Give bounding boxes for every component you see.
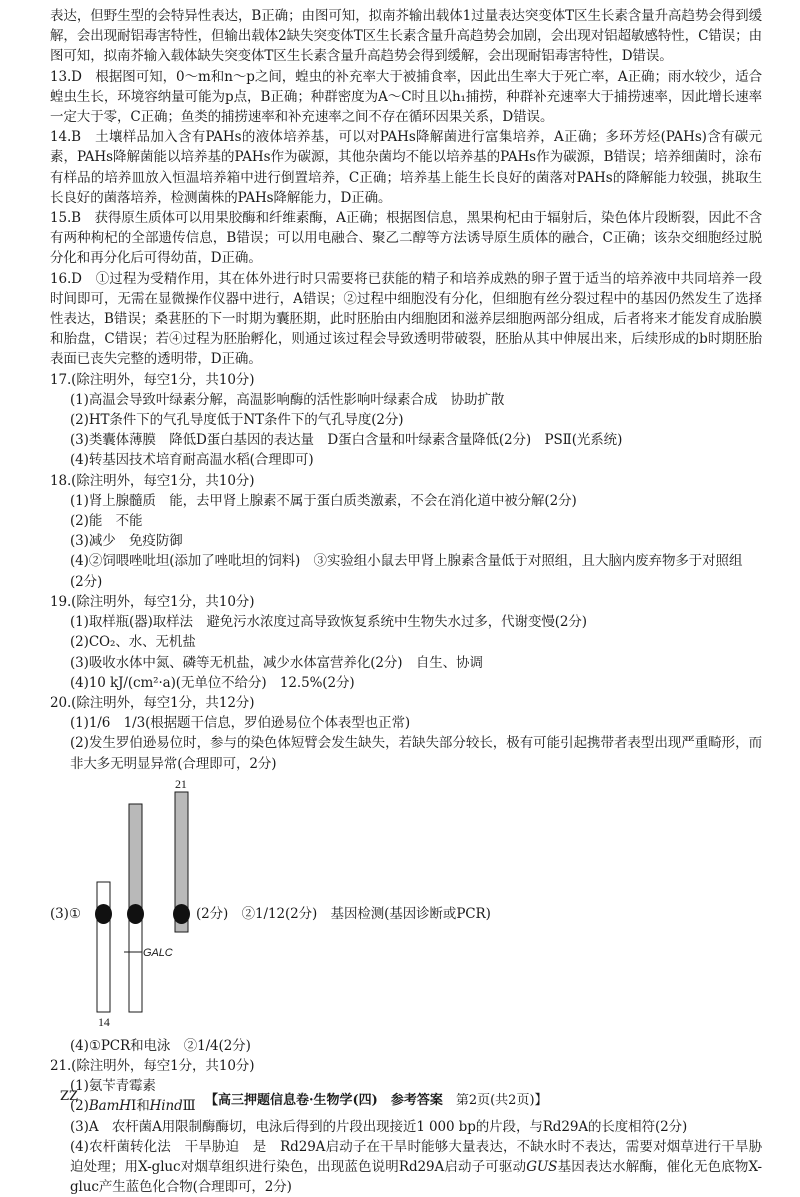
answer-21-part-1: (1)氨苄青霉素 xyxy=(70,1078,156,1095)
answer-20-part-3-tail: (2分) ②1/12(2分) 基因检测(基因诊断或PCR) xyxy=(196,905,491,922)
answer-18-part-1: (1)肾上腺髓质 能，去甲肾上腺素不属于蛋白质类激素，不会在消化道中被分解(2分) xyxy=(70,492,577,509)
label-chromosome-21: 21 xyxy=(175,776,187,791)
answer-21-part-2-prefix: (2) xyxy=(70,1098,89,1115)
answer-17-header: 17.(除注明外，每空1分，共10分) xyxy=(50,371,255,388)
centromere-middle xyxy=(127,904,144,924)
footer-page-number: 第2页(共2页)】 xyxy=(455,1093,548,1108)
answer-21-part-4-text-a: (4)农杆菌转化法 干旱胁迫 是 Rd29A启动子在干旱时能够大量表达，不缺水时不表达，需要对烟草进行干旱胁迫处理；用X-gluc对烟草组织进行染色，出现蓝色说明Rd29A启动子可驱动 xyxy=(70,1138,762,1175)
continued-explanation: 表达，但野生型的会特异性表达，B正确；由图可知，拟南芥输出载体1过量表达突变体T区生长素含量升高趋势会得到缓解，会出现耐铝毒害特性，但输出载体2缺失突变体T区生长素含量升高趋势会加剧，会出现对铝超敏感特性，C错误；由图可知，拟南芥输入载体缺失突变体T区生长素含量升高趋势会得到缓解，会出现耐铝毒害特性，D错误。 xyxy=(50,8,762,65)
answer-15: 15.B 获得原生质体可以用果胶酶和纤维素酶，A正确；根据图信息，黑果枸杞由于辐射后，染色体片段断裂，因此不含有两种枸杞的全部遗传信息，B错误；可以用电融合、聚乙二醇等方法诱导原生质体的融合，C正确；该杂交细胞经过脱分化和再分化后可得幼苗，D正确。 xyxy=(50,210,762,267)
chromosome-21-arm-middle xyxy=(129,804,142,910)
answer-18-part-3: (3)减少 免疫防御 xyxy=(70,533,183,550)
answer-21-part-3: (3)A 农杆菌A用限制酶酶切，电泳后得到的片段出现接近1 000 bp的片段，与Rd29A的长度相符(2分) xyxy=(70,1118,688,1135)
answer-21-part-2-mid: Ⅰ和 xyxy=(130,1098,150,1115)
label-chromosome-14: 14 xyxy=(98,1014,110,1029)
answer-20-part-4: (4)①PCR和电泳 ②1/4(2分) xyxy=(70,1037,251,1054)
answer-13: 13.D 根据图可知，0～m和n～p之间，蝗虫的补充率大于被捕食率，因此出生率大于死亡率，A正确；雨水较少，适合蝗虫生长，环境容纳量可能为p点，B正确；种群密度为A～C时且以h₁捕捞，种群补充速率大于捕捞速率，因此增长速率一定大于零，C正确；鱼类的捕捞速率和补充速率之间不存在循环因果关系，D错误。 xyxy=(50,68,762,126)
chromosome-14-arm-middle xyxy=(129,910,142,1012)
footer-title xyxy=(205,1089,548,1108)
answer-21-part-4 xyxy=(50,1137,762,1197)
answer-18-header: 18.(除注明外，每空1分，共10分) xyxy=(50,472,255,489)
answer-19-header: 19.(除注明外，每空1分，共10分) xyxy=(50,593,255,610)
answer-20-header: 20.(除注明外，每空1分，共12分) xyxy=(50,694,255,711)
footer-title-text: 【高三押题信息卷·生物学(四) 参考答案 xyxy=(205,1093,443,1108)
centromere-right xyxy=(173,904,190,924)
answer-19-part-1: (1)取样瓶(器)取样法 避免污水浓度过高导致恢复系统中生物失水过多，代谢变慢(2分) xyxy=(70,614,587,631)
gene-gus: GUS xyxy=(526,1158,558,1175)
chromosome-figure-row xyxy=(50,774,762,1036)
answer-17-part-2: (2)HT条件下的气孔导度低于NT条件下的气孔导度(2分) xyxy=(70,412,404,429)
answer-21-header: 21.(除注明外，每空1分，共10分) xyxy=(50,1057,255,1074)
enzyme-bamh: BamH xyxy=(88,1098,131,1115)
answer-20-part-2: (2)发生罗伯逊易位时，参与的染色体短臂会发生缺失，若缺失部分较长，极有可能引起携带者表型出现严重畸形，而非大多无明显异常(合理即可，2分) xyxy=(70,735,762,772)
footer-code: ZZ xyxy=(60,1089,79,1104)
answer-18-part-4: (4)②饲喂唑吡坦(添加了唑吡坦的饲料) ③实验组小鼠去甲肾上腺素含量低于对照组，且大脑内废弃物多于对照组 xyxy=(70,553,743,570)
enzyme-hind: Hind xyxy=(149,1098,183,1115)
answer-17-part-1: (1)高温会导致叶绿素分解，高温影响酶的活性影响叶绿素合成 协助扩散 xyxy=(70,391,505,408)
answer-21-part-4-text-b: 基因表达水解酶，催化无色底物X-gluc产生蓝色化合物(合理即可，2分) xyxy=(70,1158,762,1196)
answer-19-part-4: (4)10 kJ/(cm²·a)(无单位不给分) 12.5%(2分) xyxy=(70,674,355,691)
answer-17-part-3: (3)类囊体薄膜 降低D蛋白基因的表达量 D蛋白含量和叶绿素含量降低(2分) PSⅡ(光系统) xyxy=(70,432,623,449)
label-galc-gene: GALC xyxy=(143,946,173,959)
answer-17-part-4: (4)转基因技术培育耐高温水稻(合理即可) xyxy=(70,452,314,469)
answer-19-part-3: (3)吸收水体中氮、磷等无机盐，减少水体富营养化(2分) 自生、协调 xyxy=(70,654,483,671)
answer-14: 14.B 土壤样品加入含有PAHs的液体培养基，可以对PAHs降解菌进行富集培养，A正确；多环芳烃(PAHs)含有碳元素，PAHs降解菌能以培养基的PAHs作为碳源，其他杂菌均不能以培养基的PAHs作为碳源，B错误；培养细菌时，涂布有样品的培养皿放入恒温培养箱中进行倒置培养，C正确；培养基上能生长良好的菌落对PAHs的降解能力较强，挑取生长良好的菌落培养，检测菌株的PAHs降解能力，D正确。 xyxy=(50,129,762,206)
chromosome-14-left xyxy=(97,882,110,1012)
answer-18-part-2: (2)能 不能 xyxy=(70,513,143,530)
answer-18-part-4-score: (2分) xyxy=(70,573,103,590)
answer-21-part-2-suffix: Ⅲ xyxy=(182,1098,196,1115)
answer-20-part-3-lead: (3)① xyxy=(50,905,81,922)
answer-20-part-1: (1)1/6 1/3(根据题干信息，罗伯逊易位个体表型也正常) xyxy=(70,715,411,732)
answer-19-part-2: (2)CO₂、水、无机盐 xyxy=(70,634,196,651)
centromere-left xyxy=(95,904,112,924)
answer-16: 16.D ①过程为受精作用，其在体外进行时只需要将已获能的精子和培养成熟的卵子置于适当的培养液中共同培养一段时间即可，无需在显微操作仪器中进行，A错误；②过程中细胞没有分化，但细胞有丝分裂过程中的基因仍然发生了选择性表达，B错误；桑葚胚的下一时期为囊胚期，此时胚胎由内细胞团和滋养层细胞两部分组成，后者将来才能发育成胎膜和胎盘，C错误；若④过程为胚胎孵化，则通过该过程会导致透明带破裂，胚胎从其中伸展出来，后续形成的b时期胚胎表面已丧失完整的透明带，D正确。 xyxy=(50,270,762,368)
answer-content xyxy=(50,6,762,1197)
